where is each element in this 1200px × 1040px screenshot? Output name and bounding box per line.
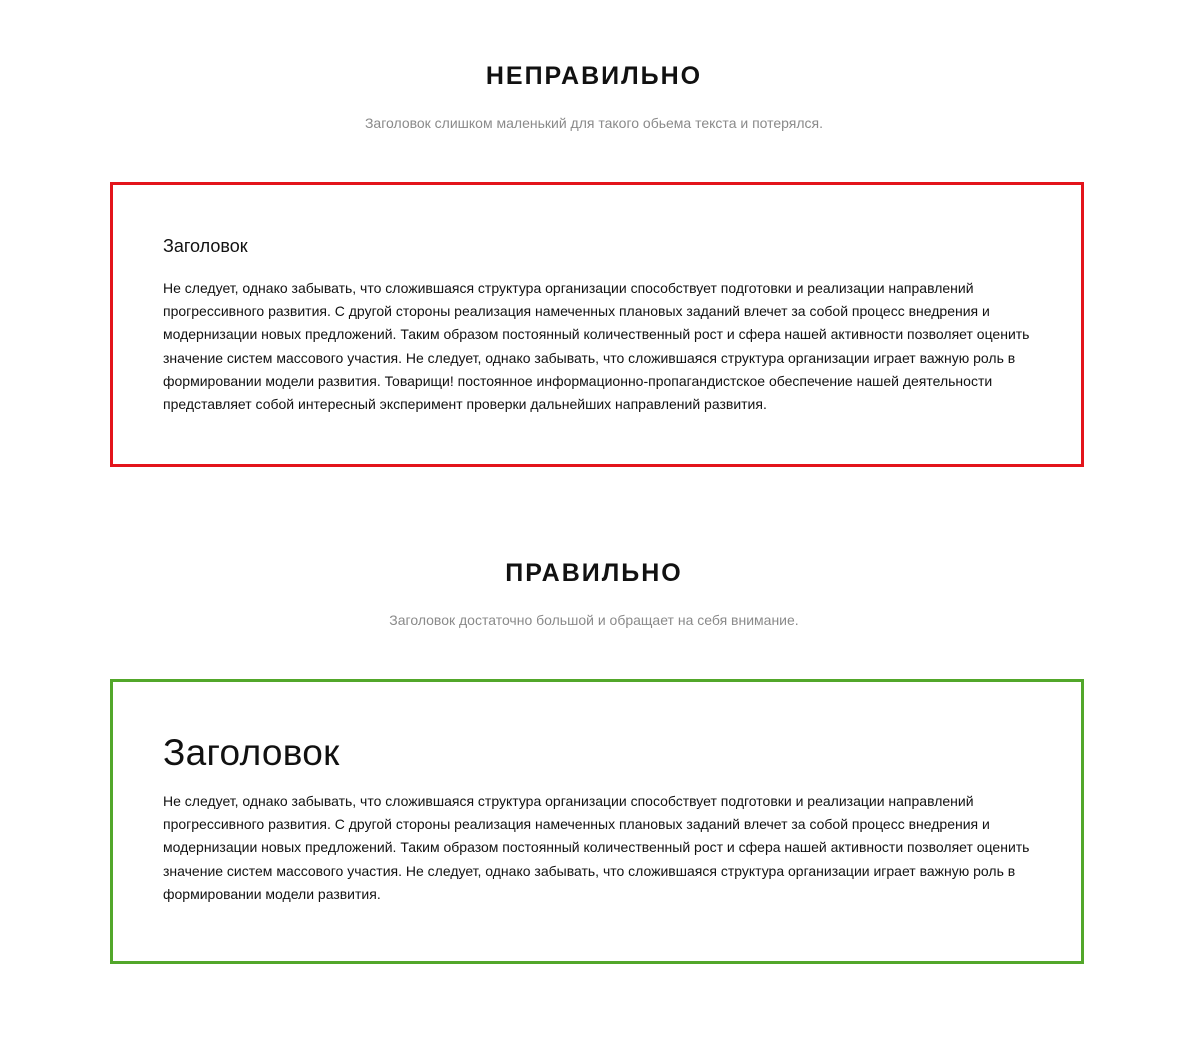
wrong-example-box [110,182,1084,467]
wrong-section-title: НЕПРАВИЛЬНО [485,62,703,90]
right-section-title: ПРАВИЛЬНО [505,559,683,587]
right-example-heading: Заголовок [163,732,340,773]
right-section-subtitle: Заголовок достаточно большой и обращает на себя внимание. [389,612,799,628]
right-example-box [110,679,1084,964]
wrong-example-heading: Заголовок [163,236,248,256]
wrong-example-body: Не следует, однако забывать, что сложившаяся структура организации способствует подготовки и реализации направлений прогрессивного развития. С другой стороны реализация намеченных плановых заданий влечет за собой процесс внедрения и модернизации новых предложений. Таким образом постоянный количественный рост и сфера нашей активности позволяет оценить значение систем массового участия. Не следует, однако забывать, что сложившаяся структура организации играет важную роль в формировании модели развития. Товарищи! постоянное информационно-пропагандистское обеспечение нашей деятельности представляет собой интересный эксперимент проверки дальнейших направлений развития. [163,280,1030,413]
right-example-body: Не следует, однако забывать, что сложившаяся структура организации способствует подготовки и реализации направлений прогрессивного развития. С другой стороны реализация намеченных плановых заданий влечет за собой процесс внедрения и модернизации новых предложений. Таким образом постоянный количественный рост и сфера нашей активности позволяет оценить значение систем массового участия. Не следует, однако забывать, что сложившаяся структура организации играет важную роль в формировании модели развития. [163,793,1030,902]
wrong-section-subtitle: Заголовок слишком маленький для такого обьема текста и потерялся. [364,115,824,131]
